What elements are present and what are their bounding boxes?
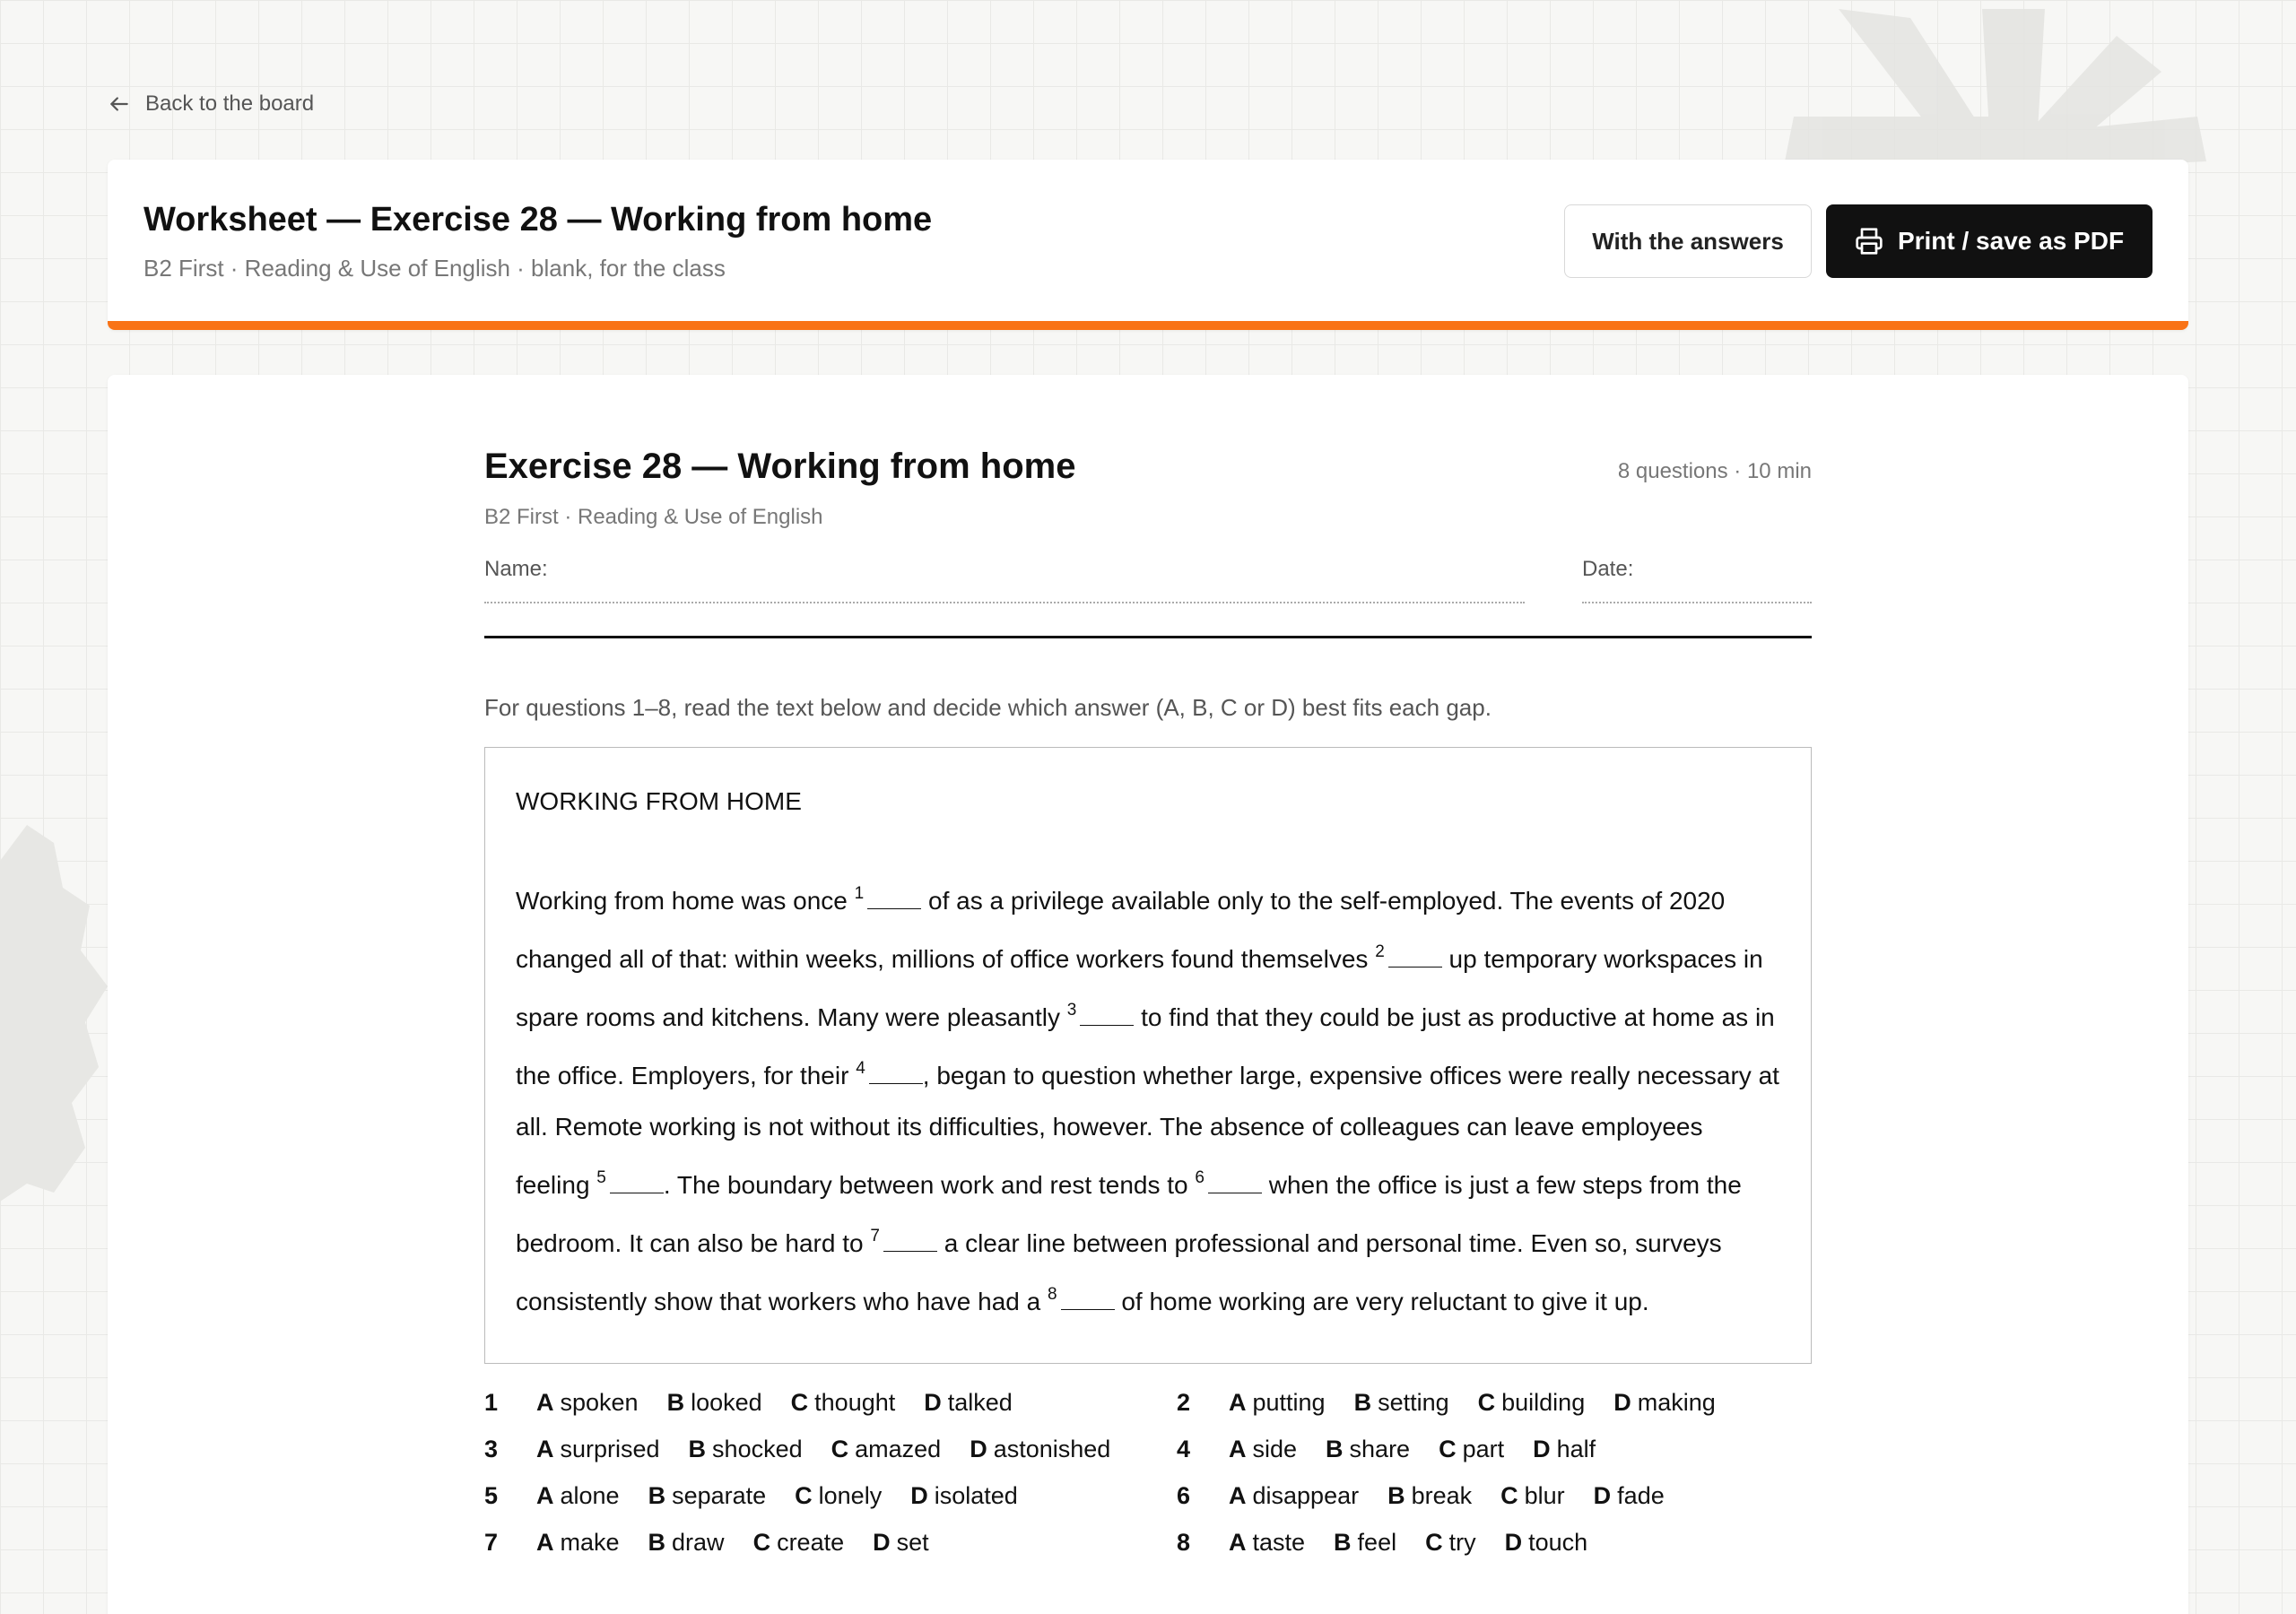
gap-number: 2 bbox=[1375, 942, 1385, 961]
question-number: 2 bbox=[1177, 1389, 1191, 1416]
answer-option bbox=[873, 1525, 929, 1559]
option-text: amazed bbox=[855, 1436, 942, 1462]
gap-number: 4 bbox=[856, 1059, 865, 1078]
option-letter: C bbox=[752, 1529, 771, 1556]
gap-blank bbox=[869, 1064, 923, 1084]
gap-number: 7 bbox=[870, 1227, 880, 1245]
answer-option bbox=[1229, 1525, 1305, 1559]
option-letter: D bbox=[1533, 1436, 1551, 1462]
text-segment: . The boundary between work and rest tends to bbox=[663, 1171, 1196, 1199]
option-letter: C bbox=[790, 1389, 809, 1416]
name-field bbox=[484, 557, 1525, 603]
gap-blank bbox=[1388, 948, 1442, 968]
option-letter: D bbox=[873, 1529, 891, 1556]
answer-options bbox=[484, 1385, 1812, 1559]
date-field bbox=[1582, 557, 1812, 603]
answer-option bbox=[1334, 1525, 1396, 1559]
text-segment: up temporary workspaces in spare rooms and kitchens. Many were pleasantly bbox=[516, 945, 1763, 1031]
gap-number: 6 bbox=[1195, 1168, 1205, 1187]
question-options bbox=[1229, 1385, 1716, 1419]
answer-option bbox=[536, 1525, 620, 1559]
answer-option bbox=[1425, 1525, 1476, 1559]
exercise-subtitle: B2 First · Reading & Use of English bbox=[484, 505, 823, 529]
option-text: disappear bbox=[1252, 1482, 1360, 1509]
question-number: 4 bbox=[1177, 1436, 1191, 1462]
option-letter: D bbox=[970, 1436, 987, 1462]
answer-option bbox=[1613, 1385, 1716, 1419]
gap-number: 1 bbox=[854, 884, 865, 903]
question-options bbox=[1229, 1525, 1587, 1559]
with-answers-button[interactable] bbox=[1564, 204, 1812, 278]
text-segment: , began to question whether large, expensive offices were really necessary at all. Remote working is not without its difficulties, however. The absence of colleagues can leave employees feeling bbox=[516, 1062, 1779, 1199]
question-options bbox=[1229, 1479, 1665, 1513]
answer-option bbox=[648, 1479, 767, 1513]
text-segment: of as a privilege available only to the self-employed. The events of 2020 changed all of that: within weeks, millions of office workers found themselves bbox=[516, 887, 1726, 973]
answer-option bbox=[536, 1479, 620, 1513]
option-letter: D bbox=[910, 1482, 928, 1509]
question-number: 5 bbox=[484, 1482, 499, 1509]
text-segment: a clear line between professional and personal time. Even so, surveys consistently show that workers who have had a bbox=[516, 1229, 1722, 1315]
question-number: 6 bbox=[1177, 1482, 1191, 1509]
text-segment: of home working are very reluctant to give it up. bbox=[1114, 1288, 1649, 1315]
option-letter: A bbox=[536, 1482, 554, 1509]
answer-option bbox=[1354, 1385, 1449, 1419]
option-text: side bbox=[1252, 1436, 1298, 1462]
option-letter: A bbox=[536, 1389, 554, 1416]
option-letter: C bbox=[831, 1436, 849, 1462]
option-text: fade bbox=[1617, 1482, 1665, 1509]
option-text: try bbox=[1448, 1529, 1476, 1556]
page-title: Worksheet — Exercise 28 — Working from home bbox=[144, 201, 933, 239]
date-label: Date: bbox=[1582, 557, 1634, 581]
instructions: For questions 1–8, read the text below and decide which answer (A, B, C or D) best fits each gap. bbox=[484, 694, 1492, 721]
answer-option bbox=[648, 1525, 725, 1559]
print-button-label: Print / save as PDF bbox=[1897, 227, 2125, 255]
answer-option bbox=[924, 1385, 1013, 1419]
student-fields bbox=[484, 557, 1812, 603]
gap-number: 3 bbox=[1066, 1001, 1077, 1020]
option-letter: D bbox=[1504, 1529, 1523, 1556]
option-letter: B bbox=[648, 1529, 666, 1556]
option-letter: B bbox=[648, 1482, 666, 1509]
answer-option bbox=[1594, 1479, 1665, 1513]
answer-option bbox=[1326, 1432, 1410, 1466]
option-text: shocked bbox=[712, 1436, 803, 1462]
question-number: 1 bbox=[484, 1389, 499, 1416]
option-text: isolated bbox=[934, 1482, 1018, 1509]
option-text: talked bbox=[947, 1389, 1013, 1416]
question-row bbox=[484, 1432, 1177, 1466]
exercise-title: Exercise 28 — Working from home bbox=[484, 447, 1076, 486]
answer-option bbox=[1478, 1385, 1586, 1419]
option-text: set bbox=[896, 1529, 929, 1556]
option-text: touch bbox=[1528, 1529, 1588, 1556]
question-row bbox=[1177, 1479, 1812, 1513]
text-segment: to find that they could be just as productive at home as in the office. Employers, for their bbox=[516, 1003, 1775, 1089]
option-letter: B bbox=[1387, 1482, 1405, 1509]
answer-option bbox=[1387, 1479, 1472, 1513]
option-letter: A bbox=[1229, 1482, 1247, 1509]
gap-number: 8 bbox=[1047, 1285, 1057, 1304]
option-letter: C bbox=[1477, 1389, 1496, 1416]
option-text: surprised bbox=[560, 1436, 660, 1462]
question-row bbox=[484, 1525, 1177, 1559]
option-text: feel bbox=[1357, 1529, 1397, 1556]
reading-text-box bbox=[484, 747, 1812, 1364]
option-text: draw bbox=[672, 1529, 725, 1556]
worksheet-document bbox=[108, 375, 2188, 1614]
question-row bbox=[1177, 1525, 1812, 1559]
option-letter: A bbox=[1229, 1529, 1247, 1556]
with-answers-label: With the answers bbox=[1592, 227, 1784, 255]
question-number: 7 bbox=[484, 1529, 499, 1556]
option-text: half bbox=[1556, 1436, 1596, 1462]
gap-blank bbox=[883, 1232, 937, 1252]
option-letter: B bbox=[1353, 1389, 1372, 1416]
gap-blank bbox=[1208, 1174, 1262, 1193]
answer-option bbox=[667, 1385, 762, 1419]
back-to-board-link[interactable] bbox=[108, 91, 314, 117]
page-subtitle: B2 First · Reading & Use of English · blank, for the class bbox=[144, 255, 726, 282]
option-letter: A bbox=[536, 1436, 554, 1462]
answer-option bbox=[910, 1479, 1018, 1513]
answer-option bbox=[795, 1479, 882, 1513]
question-number: 8 bbox=[1177, 1529, 1191, 1556]
option-letter: C bbox=[1425, 1529, 1443, 1556]
option-text: break bbox=[1411, 1482, 1473, 1509]
answer-option bbox=[831, 1432, 942, 1466]
option-text: putting bbox=[1252, 1389, 1326, 1416]
worksheet-sheet bbox=[484, 447, 1812, 1559]
answer-option bbox=[1439, 1432, 1504, 1466]
question-options bbox=[536, 1525, 929, 1559]
answer-option bbox=[536, 1385, 639, 1419]
answer-option bbox=[970, 1432, 1110, 1466]
option-letter: A bbox=[1229, 1389, 1247, 1416]
option-text: setting bbox=[1378, 1389, 1449, 1416]
answer-option bbox=[689, 1432, 803, 1466]
answer-option bbox=[536, 1432, 660, 1466]
option-letter: B bbox=[1326, 1436, 1344, 1462]
option-letter: B bbox=[1334, 1529, 1352, 1556]
divider bbox=[484, 636, 1812, 638]
option-letter: C bbox=[1439, 1436, 1457, 1462]
option-text: spoken bbox=[560, 1389, 639, 1416]
option-text: making bbox=[1637, 1389, 1716, 1416]
option-letter: C bbox=[1500, 1482, 1518, 1509]
background-map-decoration bbox=[0, 807, 117, 1210]
text-segment: when the office is just a few steps from the bedroom. It can also be hard to bbox=[516, 1171, 1742, 1257]
gap-blank bbox=[1061, 1290, 1115, 1310]
worksheet-header bbox=[108, 160, 2188, 330]
gap-number: 5 bbox=[596, 1168, 606, 1187]
answer-option bbox=[753, 1525, 845, 1559]
gap-blank bbox=[610, 1174, 664, 1193]
option-letter: D bbox=[1613, 1389, 1631, 1416]
answer-option bbox=[1533, 1432, 1596, 1466]
option-text: separate bbox=[672, 1482, 767, 1509]
option-letter: A bbox=[1229, 1436, 1247, 1462]
question-options bbox=[536, 1479, 1018, 1513]
option-letter: A bbox=[536, 1529, 554, 1556]
answer-option bbox=[1229, 1479, 1359, 1513]
option-letter: C bbox=[795, 1482, 813, 1509]
gap-blank bbox=[1080, 1006, 1134, 1026]
option-text: part bbox=[1462, 1436, 1505, 1462]
option-text: make bbox=[560, 1529, 620, 1556]
exercise-meta: 8 questions · 10 min bbox=[1617, 459, 1812, 483]
option-text: building bbox=[1501, 1389, 1586, 1416]
answer-option bbox=[1229, 1432, 1297, 1466]
option-text: create bbox=[777, 1529, 845, 1556]
name-label: Name: bbox=[484, 557, 548, 581]
option-text: share bbox=[1349, 1436, 1411, 1462]
option-letter: D bbox=[924, 1389, 942, 1416]
option-text: blur bbox=[1524, 1482, 1565, 1509]
back-link-label: Back to the board bbox=[145, 91, 315, 116]
question-options bbox=[1229, 1432, 1596, 1466]
option-text: alone bbox=[560, 1482, 620, 1509]
option-letter: B bbox=[666, 1389, 685, 1416]
gap-blank bbox=[867, 889, 921, 909]
answer-option bbox=[1229, 1385, 1326, 1419]
question-row bbox=[484, 1385, 1177, 1419]
question-row bbox=[484, 1479, 1177, 1513]
option-letter: D bbox=[1593, 1482, 1612, 1509]
print-save-pdf-button[interactable] bbox=[1826, 204, 2152, 278]
option-letter: B bbox=[688, 1436, 707, 1462]
reading-text-body bbox=[516, 868, 1780, 1327]
option-text: thought bbox=[814, 1389, 896, 1416]
option-text: astonished bbox=[993, 1436, 1111, 1462]
question-row bbox=[1177, 1432, 1812, 1466]
question-row bbox=[1177, 1385, 1812, 1419]
answer-option bbox=[791, 1385, 896, 1419]
answer-option bbox=[1500, 1479, 1565, 1513]
question-options bbox=[536, 1432, 1110, 1466]
answer-option bbox=[1505, 1525, 1588, 1559]
name-line bbox=[484, 602, 1525, 603]
printer-icon bbox=[1855, 227, 1883, 256]
option-text: looked bbox=[691, 1389, 762, 1416]
option-text: lonely bbox=[818, 1482, 883, 1509]
question-number: 3 bbox=[484, 1436, 499, 1462]
text-segment: Working from home was once bbox=[516, 887, 855, 915]
option-text: taste bbox=[1252, 1529, 1306, 1556]
question-options bbox=[536, 1385, 1013, 1419]
arrow-left-icon bbox=[108, 92, 131, 116]
date-line bbox=[1582, 602, 1812, 603]
reading-text-heading: WORKING FROM HOME bbox=[516, 787, 802, 815]
